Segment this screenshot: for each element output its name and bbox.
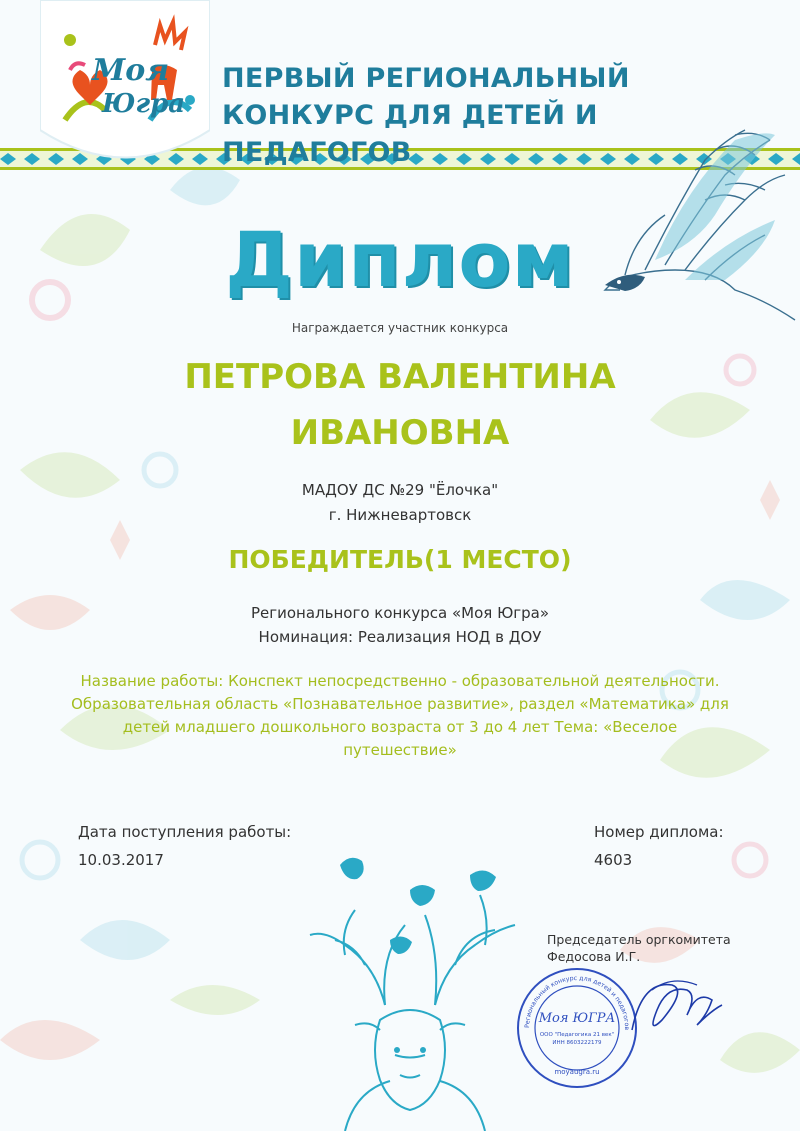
deer-with-birds-illustration — [285, 845, 545, 1131]
recipient-name-line2: ИВАНОВНА — [290, 413, 510, 453]
contest-block — [0, 601, 800, 649]
chairman-signature — [622, 970, 732, 1050]
svg-text:Моя: Моя — [92, 53, 170, 88]
diploma-number-block — [594, 818, 724, 874]
diploma-number-value: 4603 — [594, 851, 633, 869]
svg-text:ООО "Педагогика 21 век": ООО "Педагогика 21 век" — [539, 1032, 615, 1038]
date-label: Дата поступления работы: — [78, 823, 292, 841]
chairman-name: Федосова И.Г. — [547, 949, 641, 964]
recipient-name-line1: ПЕТРОВА ВАЛЕНТИНА — [184, 357, 616, 397]
work-description: Название работы: Конспект непосредственно - образовательной деятельности. Образовательная область «Познавательное развитие», раздел «Математика» для детей младшего дошкольного возраста от 3 до 4 лет Тема: «Веселое путешествие» — [71, 672, 729, 759]
diploma-title: Диплом — [225, 215, 575, 304]
place-award: ПОБЕДИТЕЛЬ(1 МЕСТО) — [228, 545, 572, 574]
organization-stamp — [515, 966, 639, 1090]
date-value: 10.03.2017 — [78, 851, 164, 869]
diploma-number-label: Номер диплома: — [594, 823, 724, 841]
recipient-name — [0, 349, 800, 461]
contest-name: Регионального конкурса «Моя Югра» — [250, 604, 550, 622]
organization-city: г. Нижневартовск — [328, 506, 472, 524]
svg-text:ИНН 8603222179: ИНН 8603222179 — [552, 1040, 602, 1046]
date-block — [78, 818, 291, 874]
moya-yugra-logo — [40, 0, 210, 178]
chairman-title: Председатель оргкомитета — [547, 932, 731, 947]
organization-name: МАДОУ ДС №29 "Ёлочка" — [301, 481, 499, 499]
chairman-block — [547, 931, 731, 965]
svg-text:Региональный конкурс для детей: Региональный конкурс для детей и педагогов — [523, 974, 631, 1031]
svg-text:Югра: Югра — [102, 89, 186, 119]
svg-text:Моя ЮГРА: Моя ЮГРА — [538, 1011, 616, 1026]
nomination: Номинация: Реализация НОД в ДОУ — [258, 628, 542, 646]
awarded-text: Награждается участник конкурса — [291, 321, 509, 335]
header-title-line2: КОНКУРС ДЛЯ ДЕТЕЙ И ПЕДАГОГОВ — [222, 100, 598, 168]
header-title-line1: ПЕРВЫЙ РЕГИОНАЛЬНЫЙ — [222, 63, 630, 94]
organization-block — [0, 478, 800, 528]
svg-text:moyaugra.ru: moyaugra.ru — [554, 1068, 600, 1076]
